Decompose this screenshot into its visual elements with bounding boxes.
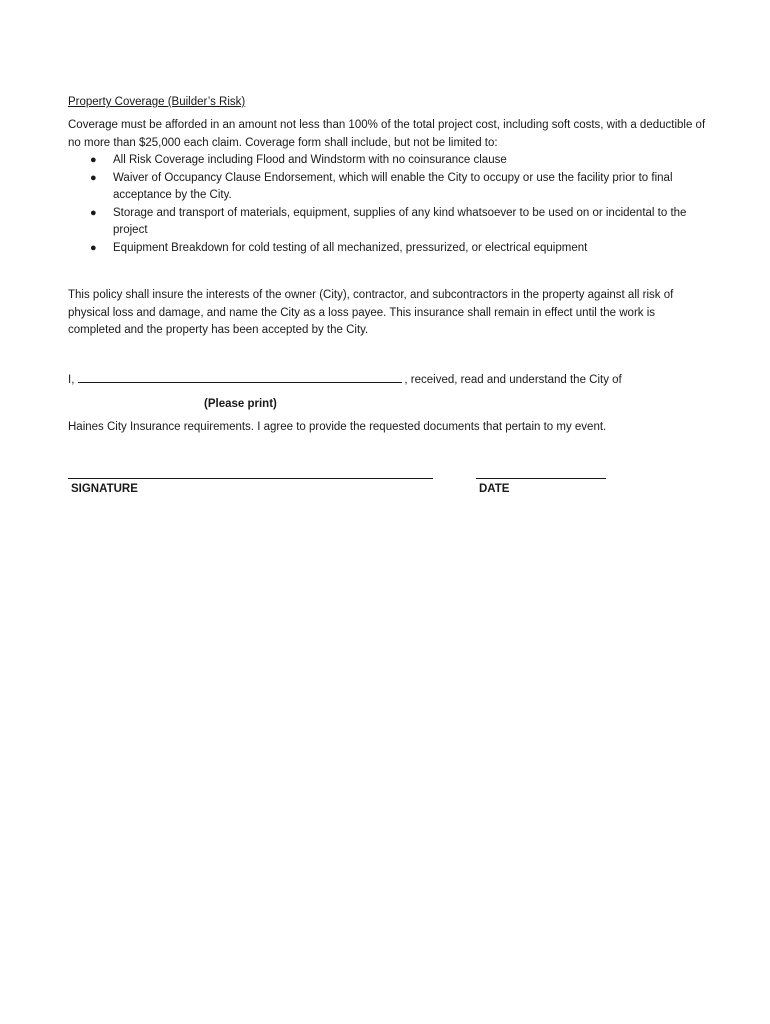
list-item: [68, 240, 708, 258]
signature-field[interactable]: [68, 478, 433, 479]
coverage-list: [68, 152, 708, 257]
name-blank-field[interactable]: [78, 370, 402, 383]
bullet-icon: ●: [90, 154, 97, 166]
bullet-icon: ●: [90, 171, 97, 184]
list-item-text: Storage and transport of materials, equipment, supplies of any kind whatsoever to be used on or incidental to the project: [113, 206, 687, 236]
list-item: [68, 152, 708, 170]
list-item-text: Waiver of Occupancy Clause Endorsement, which will enable the City to occupy or use the facility prior to final acceptance by the City.: [113, 171, 673, 201]
list-item-text: All Risk Coverage including Flood and Windstorm with no coinsurance clause: [113, 154, 507, 166]
list-item-text: Equipment Breakdown for cold testing of all mechanized, pressurized, or electrical equipment: [113, 241, 588, 254]
acknowledgement-continuation: Haines City Insurance requirements. I agree to provide the requested documents that pertain to my event.: [68, 421, 607, 433]
document-page: [68, 94, 708, 495]
list-item: [68, 170, 708, 205]
acknowledgement-line: [68, 370, 708, 389]
policy-paragraph: This policy shall insure the interests of the owner (City), contractor, and subcontractors in the property against all risk of physical loss and damage, and name the City as a loss payee. This insurance shall remain in effect until the work is completed and the property has been accepted by the City.: [68, 289, 674, 336]
bullet-icon: ●: [90, 241, 97, 254]
date-field[interactable]: [476, 478, 606, 479]
signature-label: SIGNATURE: [71, 483, 138, 495]
coverage-intro: Coverage must be afforded in an amount not less than 100% of the total project cost, including soft costs, with a deductible of no more than $25,000 each claim. Coverage form shall include, but not be limited to:: [68, 119, 706, 149]
date-label: DATE: [479, 483, 510, 495]
please-print-hint: (Please print): [204, 398, 277, 410]
bullet-icon: ●: [90, 206, 97, 219]
acknowledgement-suffix: , received, read and understand the City of: [404, 374, 622, 386]
section-heading: Property Coverage (Builder’s Risk): [68, 96, 246, 108]
list-item: [68, 205, 708, 240]
acknowledgement-prefix: I,: [68, 374, 75, 386]
